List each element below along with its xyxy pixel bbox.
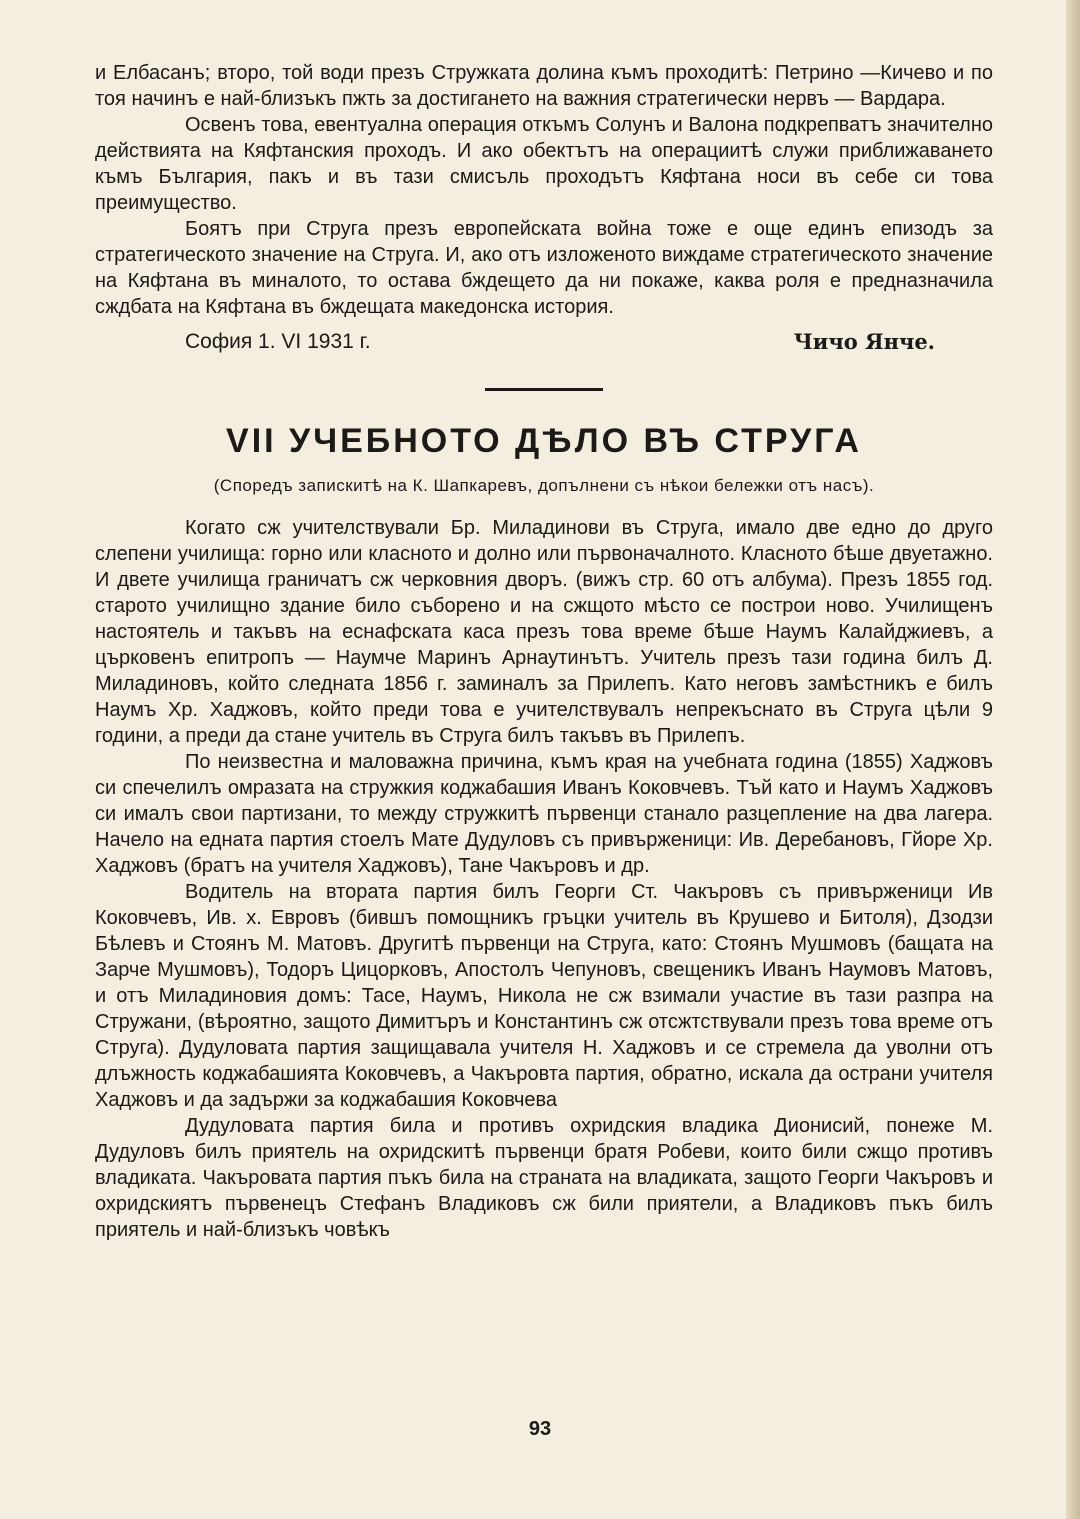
chapter-title: VII УЧЕБНОТО ДѢЛО ВЪ СТРУГА (226, 422, 862, 460)
signature-row (95, 328, 993, 356)
paragraph-top-1: и Елбасанъ; второ, той води презъ Стружката долина къмъ проходитѣ: Петрино —Кичево и по тоя начинъ е най-близъкъ пжть за достигането на важния стратегически нервъ — Вардара. (95, 62, 993, 110)
page-content (95, 60, 993, 1243)
paragraph-body-3: Водитель на втората партия билъ Георги Ст. Чакъровъ съ привърженици Ив Коковчевъ, Ив. х. Евровъ (бившъ помощникъ гръцки учитель въ Крушево и Битоля), Дзодзи Бѣлевъ и Стоянъ М. Матовъ. Другитѣ първенци на Струга, като: Стоянъ Мушмовъ (бащата на Зарче Мушмовъ), Тодоръ Цицорковъ, Апостолъ Чепуновъ, свещеникъ Иванъ Наумовъ Матовъ, и отъ Миладиновия домъ: Тасе, Наумъ, Никола не сж взимали участие въ тази разпра на Стружани, (вѣроятно, защото Димитъръ и Константинъ сж отсжтствували презъ това време отъ Струга). Дудуловата партия защищавала учителя Н. Хаджовъ и се стремела да уволни отъ длъжность коджабашията Коковчевъ, а Чакъровта партия, обратно, искала да острани учителя Хаджовъ и да задържи за коджабашия Коковчева (95, 881, 993, 1111)
section-divider (485, 388, 603, 391)
paragraph-body-1: Когато сж учителствували Бр. Миладинови въ Струга, имало две едно до друго слепени училища: горно или класното и долно или първоначалното. Класното бѣше двуетажно. И двете училища граничатъ сж черковния дворъ. (вижъ стр. 60 отъ албума). Презъ 1855 год. старото училищно здание било съборено и на сжщото мѣсто се построи ново. Училищенъ настоятель и такъвъ на еснафската каса презъ това време бѣше Наумъ Калайджиевъ, а църковенъ епитропъ — Наумче Маринъ Арнаутинътъ. Учитель презъ тази година билъ Д. Миладиновъ, който следната 1856 г. заминалъ за Прилепъ. Като неговъ замѣстникъ е билъ Наумъ Хр. Хаджовъ, който преди това е учителствувалъ непрекъснато въ Струга цѣли 9 години, а преди да стане учитель въ Струга билъ такъвъ въ Прилепъ. (95, 517, 993, 747)
chapter-subtitle: (Споредъ запискитѣ на К. Шапкаревъ, допълнени съ нѣкои бележки отъ насъ). (213, 476, 875, 495)
paragraph-body-4: Дудуловата партия била и противъ охридския владика Дионисий, понеже М. Дудуловъ билъ приятель на охридскитѣ първенци братя Робеви, които били сжщо противъ владиката. Чакъровата партия пъкъ била на страната на владиката, защото Георги Чакъровъ и охридскиятъ първенецъ Стефанъ Владиковъ сж били приятели, а Владиковъ пъкъ билъ приятель и най-близъкъ човѣкъ (95, 1115, 993, 1241)
paragraph-top-3: Боятъ при Струга презъ европейската война тоже е още единъ епизодъ за стратегическото значение на Струга. И, ако отъ изложеното виждаме стратегическото значение на Кяфтана въ миналото, то остава бждещето да ни покаже, каква роля е предназначила сждбата на Кяфтана въ бждещата македонска история. (95, 218, 993, 318)
paragraph-top-2: Освенъ това, евентуална операция откъмъ Солунъ и Валона подкрепватъ значително действията на Кяфтанския проходъ. И ако обектътъ на операциитѣ служи приближаването къмъ България, пакъ и въ тази смисъль проходътъ Кяфтана носи въ себе си това преимущество. (95, 114, 993, 214)
signature-place-date: София 1. VI 1931 г. (185, 330, 371, 353)
page-number: 93 (528, 1418, 552, 1440)
paragraph-body-2: По неизвестна и маловажна причина, къмъ края на учебната година (1855) Хаджовъ си спечелилъ омразата на стружкия коджабашия Иванъ Коковчевъ. Тъй като и Наумъ Хаджовъ си ималъ свои партизани, то между стружкитѣ първенци станало разцепление на два лагера. Начело на едната партия стоелъ Мате Дудуловъ съ привърженици: Ив. Деребановъ, Гйоре Хр. Хаджовъ (братъ на учителя Хаджовъ), Тане Чакъровъ и др. (95, 751, 993, 877)
book-spine-shadow (1066, 0, 1080, 1519)
signature-author: Чичо Янче. (793, 329, 935, 354)
